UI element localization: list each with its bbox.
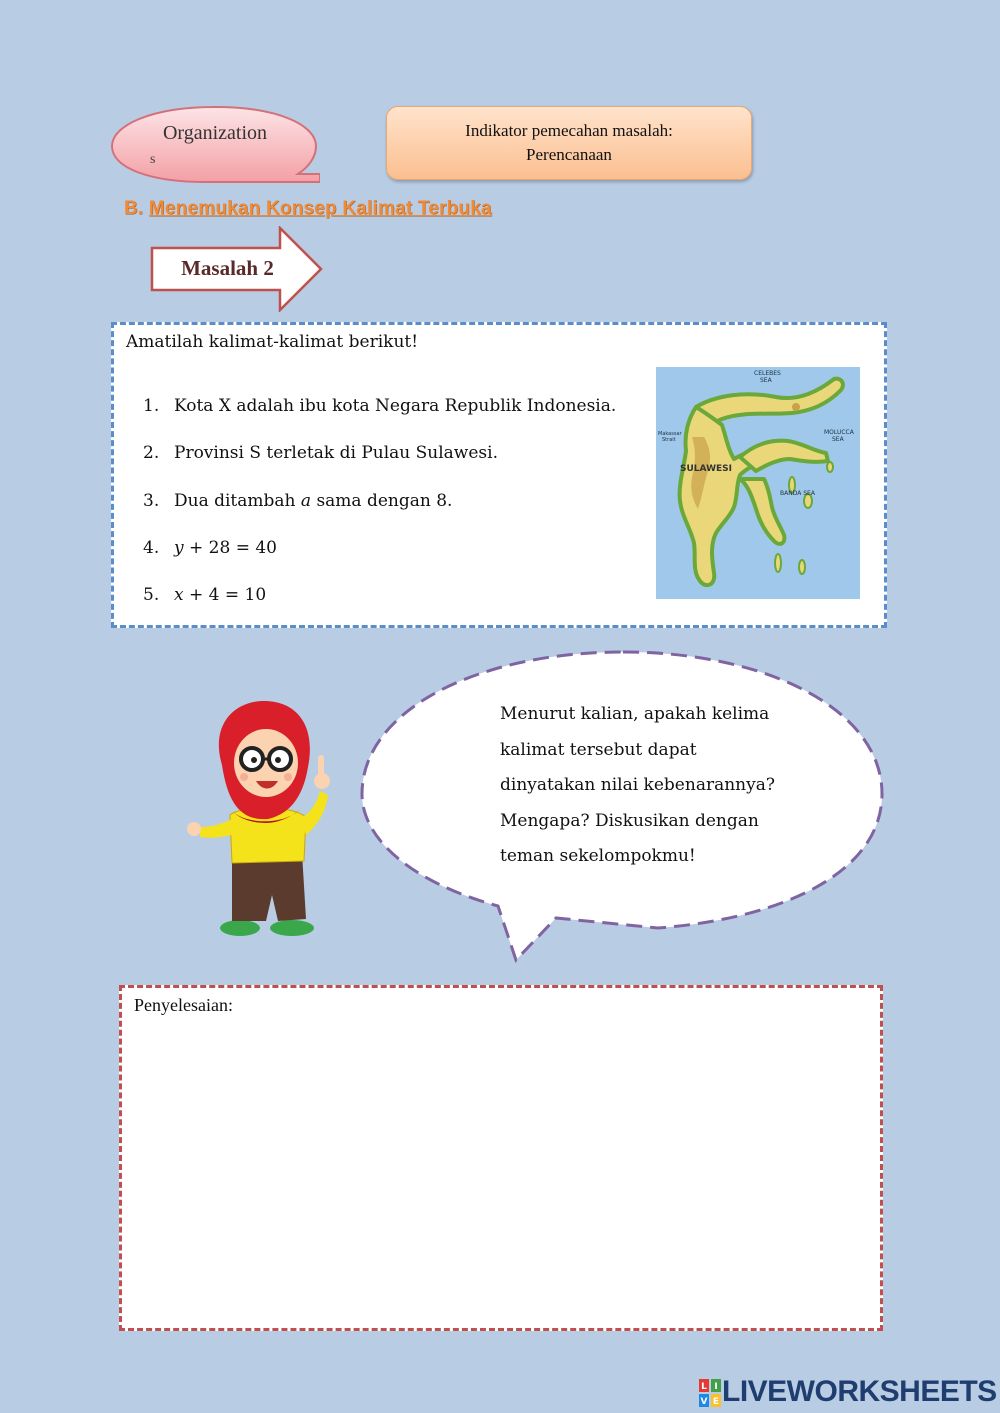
- map-label-sulawesi: SULAWESI: [680, 464, 732, 474]
- sulawesi-map: [656, 367, 860, 599]
- item-var-3: a: [300, 491, 312, 511]
- speech-line-3: dinyatakan nilai kebenarannya?: [500, 775, 775, 795]
- item-text-3: [174, 491, 452, 511]
- map-label-celebes: CELEBES: [754, 370, 781, 377]
- map-label-banda: BANDA SEA: [780, 490, 815, 497]
- indicator-line1: Indikator pemecahan masalah:: [465, 121, 673, 140]
- item-number-3: 3.: [143, 491, 160, 511]
- liveworksheets-logo-icon: [698, 1378, 722, 1408]
- item-number-4: 4.: [143, 538, 160, 558]
- map-label-makassar: Makassar: [658, 431, 682, 437]
- item-var-5: x: [174, 585, 184, 605]
- logo-letter-e: E: [712, 1397, 720, 1407]
- organization-badge: [110, 104, 320, 188]
- item-text-5-post: + 4 = 10: [183, 585, 267, 605]
- speech-line-2: kalimat tersebut dapat: [500, 739, 697, 760]
- section-title: Menemukan Konsep Kalimat Terbuka: [148, 198, 492, 219]
- item-text-4-post: + 28 = 40: [183, 538, 277, 558]
- liveworksheets-brand[interactable]: LIVEWORKSHEETS: [722, 1375, 997, 1408]
- speech-line-5: teman sekelompokmu!: [500, 846, 696, 866]
- item-text-3-post: sama dengan 8.: [311, 491, 453, 511]
- item-text-3-pre: Dua ditambah: [174, 491, 301, 511]
- item-number-2: 2.: [143, 443, 160, 463]
- logo-letter-l: L: [701, 1382, 707, 1392]
- map-label-sea1: SEA: [760, 377, 772, 384]
- answer-label: Penyelesaian:: [134, 995, 233, 1015]
- item-number-1: 1.: [143, 396, 160, 416]
- map-label-sea2: SEA: [832, 436, 844, 443]
- speech-line-1: Menurut kalian, apakah kelima: [500, 704, 770, 724]
- item-text-1: Kota X adalah ibu kota Negara Republik Indonesia.: [174, 396, 617, 416]
- speech-text: [500, 697, 800, 875]
- girl-character-illustration: [182, 695, 332, 940]
- logo-letter-v: V: [700, 1397, 708, 1407]
- item-text-4: [174, 538, 277, 558]
- item-text-5: [174, 585, 266, 605]
- item-number-5: 5.: [143, 585, 160, 605]
- map-label-strait: Strait: [662, 437, 676, 443]
- indicator-line2: Perencanaan: [526, 145, 612, 164]
- map-label-molucca: MOLUCCA: [824, 429, 854, 436]
- speech-line-4: Mengapa? Diskusikan dengan: [500, 810, 759, 831]
- organization-label: Organization: [162, 122, 268, 144]
- answer-input-area[interactable]: [119, 985, 883, 1331]
- organization-label-overflow: s: [150, 152, 156, 167]
- item-text-2: Provinsi S terletak di Pulau Sulawesi.: [174, 443, 498, 463]
- indicator-box: [386, 106, 752, 180]
- problem-intro: Amatilah kalimat-kalimat berikut!: [126, 332, 419, 352]
- section-prefix: B.: [124, 198, 144, 219]
- logo-letter-i: I: [714, 1382, 718, 1392]
- problem-label: Masalah 2: [181, 256, 274, 280]
- section-heading: [124, 198, 492, 220]
- item-var-4: y: [174, 538, 184, 558]
